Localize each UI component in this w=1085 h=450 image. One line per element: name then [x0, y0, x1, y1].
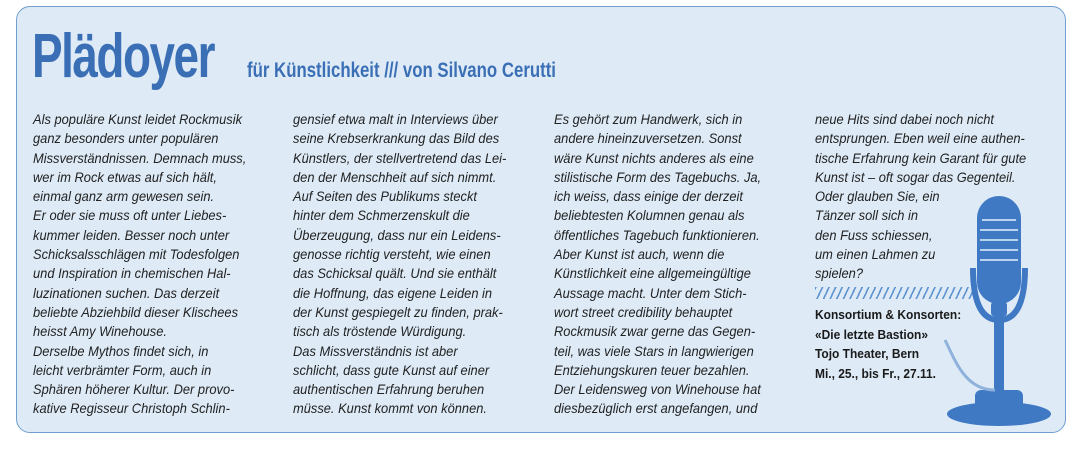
- text-line: ganz besonders unter populären: [33, 130, 219, 147]
- text-line: Als populäre Kunst leidet Rockmusik: [33, 111, 243, 127]
- text-column-1: [33, 110, 265, 419]
- text-line: beliebtesten Kolumnen genau als: [554, 207, 745, 224]
- text-line: und Inspiration in chemischen Hal-: [33, 265, 231, 282]
- text-line: stilistische Form des Tagebuchs. Ja,: [554, 168, 762, 185]
- text-line: andere hineinzuversetzen. Sonst: [554, 130, 742, 147]
- event-info-line: Mi., 25., bis Fr., 27.11.: [815, 365, 936, 381]
- text-line: wäre Kunst nichts anderes als eine: [554, 149, 754, 166]
- text-line: Derselbe Mythos findet sich, in: [33, 342, 209, 359]
- event-info-line: «Die letzte Bastion»: [815, 326, 929, 342]
- text-line: Tänzer soll sich in: [815, 207, 919, 224]
- text-line: ich weiss, dass einige der derzeit: [554, 188, 744, 205]
- text-line: spielen?: [815, 265, 863, 282]
- text-line: die Hoffnung, das eigene Leiden in: [293, 284, 493, 301]
- text-line: Schicksalsschlägen mit Todesfolgen: [33, 246, 240, 263]
- text-line: den der Menschheit auf sich nimmt.: [293, 168, 497, 185]
- text-line: seine Krebserkrankung das Bild des: [293, 130, 500, 147]
- text-line: wer im Rock etwas auf sich hält,: [33, 168, 217, 185]
- text-column-3: [554, 110, 779, 419]
- text-line: leicht verbrämter Form, auch in: [33, 361, 212, 378]
- text-line: wort street credibility behauptet: [554, 303, 733, 320]
- text-line: öffentliches Tagebuch funktionieren.: [554, 226, 760, 243]
- text-line: Überzeugung, dass nur ein Leidens-: [293, 226, 501, 243]
- text-line: Künstlichkeit eine allgemeingültige: [554, 265, 751, 282]
- text-line: Oder glauben Sie, ein: [815, 188, 940, 205]
- byline: für Künstlichkeit /// von Silvano Cerutti: [247, 59, 556, 82]
- text-line: Sphären höherer Kultur. Der provo-: [33, 381, 235, 398]
- text-line: müsse. Kunst kommt von können.: [293, 400, 488, 417]
- text-line: schlicht, dass gute Kunst auf einer: [293, 361, 490, 378]
- text-line: neue Hits sind dabei noch nicht: [815, 111, 995, 127]
- event-info-line: Konsortium & Konsorten:: [815, 307, 962, 322]
- text-line: beliebte Abziehbild dieser Klischees: [33, 303, 239, 320]
- text-line: der Kunst gespiegelt zu finden, prak-: [293, 303, 503, 320]
- text-line: Das Missverständnis ist aber: [293, 342, 458, 359]
- page-title: Plädoyer: [32, 22, 214, 91]
- text-line: kummer leiden. Besser noch unter: [33, 226, 230, 243]
- text-line: tische Erfahrung kein Garant für gute: [815, 149, 1027, 166]
- text-line: Der Leidensweg von Winehouse hat: [554, 381, 761, 398]
- text-line: hinter dem Schmerzenskult die: [293, 207, 470, 224]
- text-column-2: [293, 110, 525, 419]
- text-line: Kunst ist – oft sogar das Gegenteil.: [815, 168, 1016, 185]
- text-line: tisch als tröstende Würdigung.: [293, 323, 467, 340]
- text-line: Missverständnissen. Demnach muss,: [33, 149, 247, 166]
- text-line: authentischen Erfahrung beruhen: [293, 381, 485, 398]
- text-line: Aussage macht. Unter dem Stich-: [554, 284, 747, 301]
- text-line: das Schicksal quält. Und sie enthält: [293, 265, 497, 282]
- microphone-icon: [935, 190, 1055, 430]
- text-line: teil, was viele Stars in langwierigen: [554, 342, 754, 359]
- text-line: Entziehungskuren teuer bezahlen.: [554, 361, 750, 378]
- text-line: gensief etwa malt in Interviews über: [293, 111, 498, 127]
- text-line: Aber Kunst ist auch, wenn die: [554, 246, 725, 263]
- text-line: genosse richtig versteht, wie einen: [293, 246, 491, 263]
- text-line: einmal ganz arm gewesen sein.: [33, 188, 215, 205]
- text-line: kative Regisseur Christoph Schlin-: [33, 400, 230, 417]
- text-line: Auf Seiten des Publikums steckt: [293, 188, 477, 205]
- text-line: um einen Lahmen zu: [815, 246, 936, 263]
- text-line: diesbezüglich erst angefangen, und: [554, 400, 758, 417]
- event-info-line: Tojo Theater, Bern: [815, 346, 920, 361]
- text-line: Rockmusik zwar gerne das Gegen-: [554, 323, 756, 340]
- text-line: Er oder sie muss oft unter Liebes-: [33, 207, 227, 224]
- text-line: luzinationen suchen. Das derzeit: [33, 284, 220, 301]
- text-line: Künstlers, der stellvertretend das Lei-: [293, 149, 507, 166]
- text-line: Es gehört zum Handwerk, sich in: [554, 111, 743, 127]
- text-line: entsprungen. Eben weil eine authen-: [815, 130, 1025, 147]
- text-line: heisst Amy Winehouse.: [33, 323, 167, 340]
- text-line: den Fuss schiessen,: [815, 226, 933, 243]
